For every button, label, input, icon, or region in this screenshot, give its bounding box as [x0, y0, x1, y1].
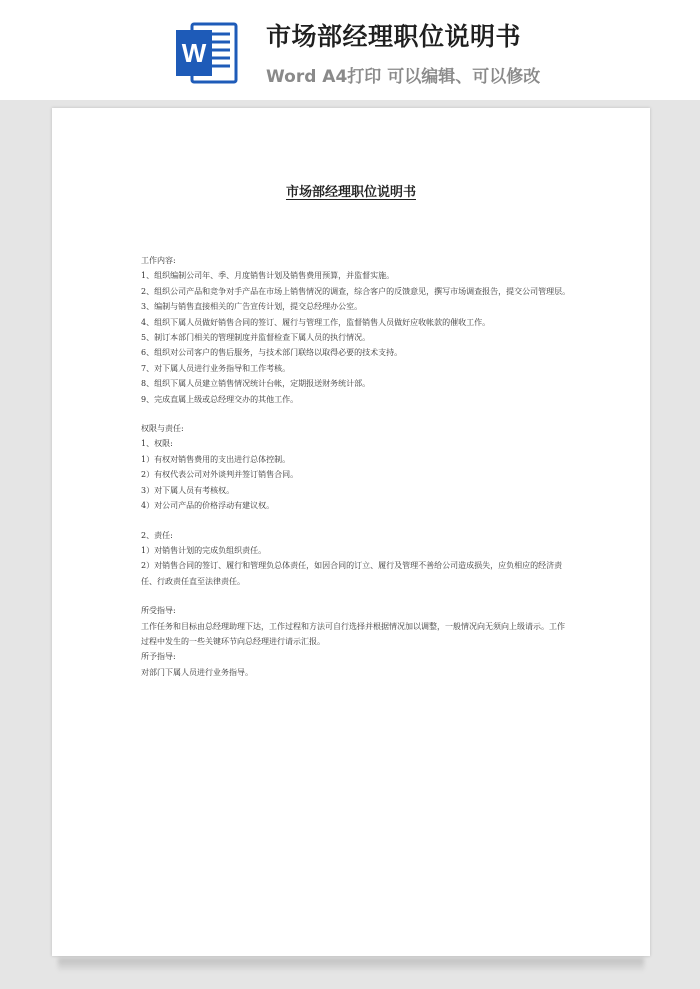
header-subtitle: Word A4打印 可以编辑、可以修改	[266, 67, 541, 87]
work-item: 2、组织公司产品和竞争对手产品在市场上销售情况的调查，综合客户的反馈意见，撰写市场调查报告，提交公司管理层。	[141, 286, 571, 296]
responsibility-item: 2）对销售合同的签订、履行和管理负总体责任，如因合同的订立、履行及管理不善给公司造成损失，应负相应的经济责任、行政责任直至法律责任。	[141, 561, 563, 586]
work-item: 8、组织下属人员建立销售情况统计台帐，定期报送财务统计部。	[141, 379, 371, 389]
section-heading-authority: 权限与责任:	[141, 424, 184, 434]
subheading-authority: 1、权限:	[141, 439, 173, 449]
work-item: 7、对下属人员进行业务指导和工作考核。	[141, 363, 291, 373]
work-item: 6、组织对公司客户的售后服务，与技术部门联络以取得必要的技术支持。	[141, 348, 403, 358]
work-item: 9、完成直属上级或总经理交办的其他工作。	[141, 394, 299, 404]
document-page	[52, 108, 650, 956]
section-heading-work: 工作内容:	[141, 256, 176, 265]
authority-item: 2）有权代表公司对外谈判并签订销售合同。	[141, 470, 299, 480]
document-title	[52, 181, 650, 200]
work-item: 5、制订本部门相关的管理制度并监督检查下属人员的执行情况。	[141, 333, 371, 343]
section-spacer	[141, 589, 571, 603]
work-item: 4、组织下属人员做好销售合同的签订、履行与管理工作，监督销售人员做好应收帐款的催收工作。	[141, 317, 491, 327]
section-heading-received-guidance: 所受指导:	[141, 606, 176, 616]
header-banner	[0, 0, 700, 100]
work-item: 1、组织编制公司年、季、月度销售计划及销售费用预算，并监督实施。	[141, 271, 395, 281]
word-icon-letter: W	[181, 38, 207, 68]
given-guidance-text: 对部门下属人员进行业务指导。	[141, 667, 253, 677]
work-item: 3、编制与销售直接相关的广告宣传计划，提交总经理办公室。	[141, 302, 363, 312]
document-title-text: 市场部经理职位说明书	[285, 185, 416, 200]
subheading-responsibility: 2、责任:	[141, 530, 173, 540]
header-title: 市场部经理职位说明书	[266, 22, 522, 51]
section-spacer	[141, 514, 571, 528]
word-icon	[174, 20, 238, 86]
authority-item: 3）对下属人员有考核权。	[141, 485, 235, 495]
received-guidance-text: 工作任务和目标由总经理助理下达，工作过程和方法可自行选择并根据情况加以调整，一般情况向无须向上级请示。工作过程中发生的一些关键环节向总经理进行请示汇报。	[141, 621, 565, 646]
responsibility-item: 1）对销售计划的完成负组织责任。	[141, 545, 267, 555]
section-spacer	[141, 407, 571, 421]
section-heading-given-guidance: 所予指导:	[141, 652, 176, 662]
document-body	[141, 253, 571, 680]
authority-item: 4）对公司产品的价格浮动有建议权。	[141, 501, 275, 511]
authority-item: 1）有权对销售费用的支出进行总体控制。	[141, 454, 291, 464]
page-shadow	[58, 958, 644, 972]
